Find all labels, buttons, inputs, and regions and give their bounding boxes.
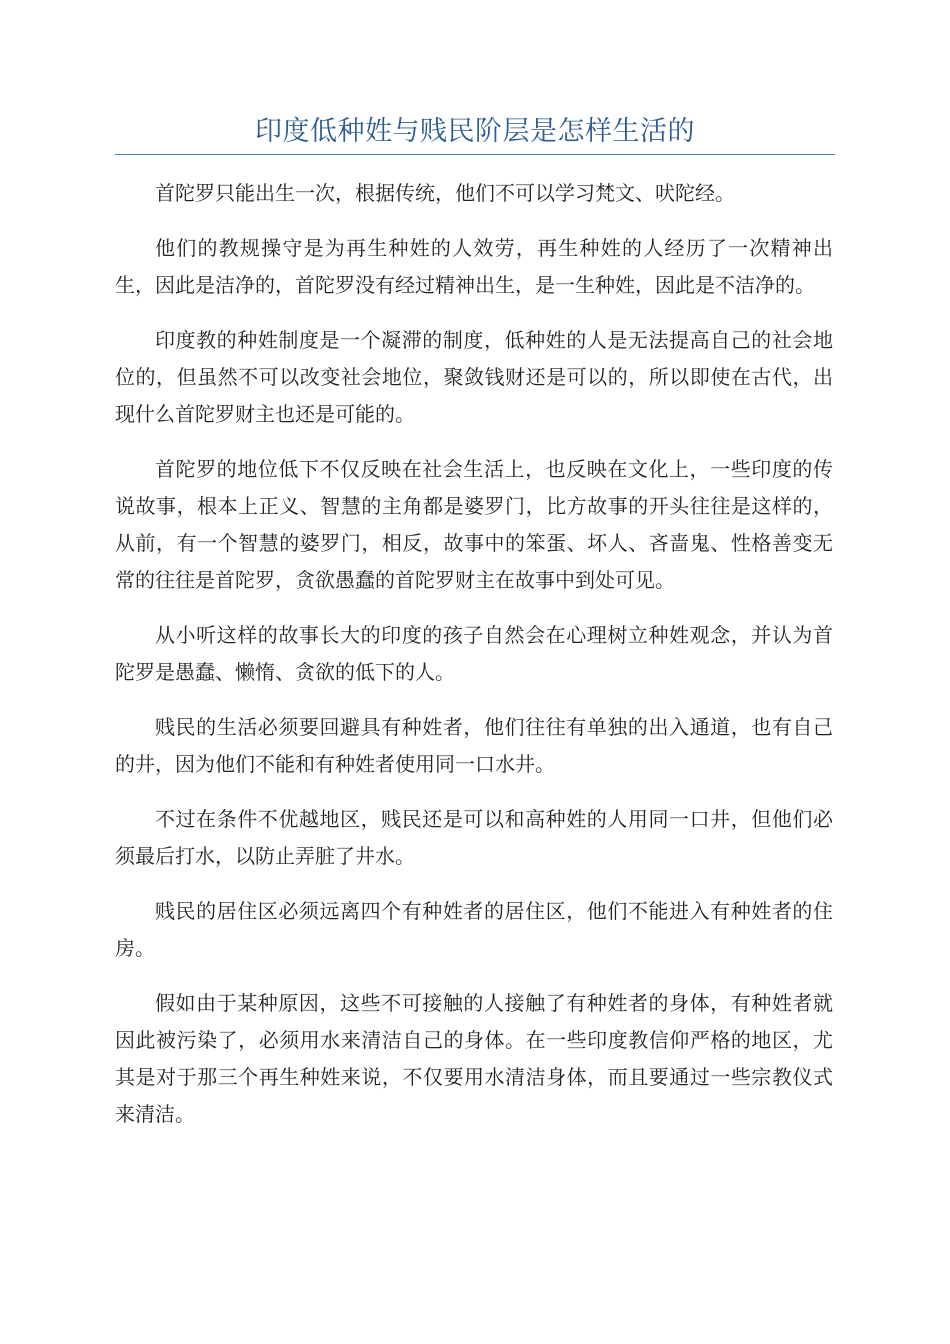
title-underline xyxy=(115,154,835,155)
paragraph-8: 贱民的居住区必须远离四个有种姓者的居住区，他们不能进入有种姓者的住房。 xyxy=(115,899,833,960)
paragraph-2: 他们的教规操守是为再生种姓的人效劳，再生种姓的人经历了一次精神出生，因此是洁净的，首陀罗没有经过精神出生，是一生种姓，因此是不洁净的。 xyxy=(115,236,833,297)
paragraph-1: 首陀罗只能出生一次，根据传统，他们不可以学习梵文、吠陀经。 xyxy=(155,181,735,205)
paragraph-9: 假如由于某种原因，这些不可接触的人接触了有种姓者的身体，有种姓者就因此被污染了，必须用水来清洁自己的身体。在一些印度教信仰严格的地区，尤其是对于那三个再生种姓来说，不仅要用水清洁身体，而且要通过一些宗教仪式来清洁。 xyxy=(115,991,833,1126)
paragraph-3: 印度教的种姓制度是一个凝滞的制度，低种姓的人是无法提高自己的社会地位的，但虽然不可以改变社会地位，聚敛钱财还是可以的，所以即使在古代，出现什么首陀罗财主也还是可能的。 xyxy=(115,328,833,426)
document-body xyxy=(115,175,833,1151)
paragraph-5: 从小听这样的故事长大的印度的孩子自然会在心理树立种姓观念，并认为首陀罗是愚蠢、懒惰、贪欲的低下的人。 xyxy=(115,623,833,684)
document-title: 印度低种姓与贱民阶层是怎样生活的 xyxy=(255,116,695,147)
paragraph-6: 贱民的生活必须要回避具有种姓者，他们往往有单独的出入通道，也有自己的井，因为他们不能和有种姓者使用同一口水井。 xyxy=(115,715,833,776)
paragraph-7: 不过在条件不优越地区，贱民还是可以和高种姓的人用同一口井，但他们必须最后打水，以防止弄脏了井水。 xyxy=(115,807,833,868)
paragraph-4: 首陀罗的地位低下不仅反映在社会生活上，也反映在文化上，一些印度的传说故事，根本上正义、智慧的主角都是婆罗门，比方故事的开头往往是这样的，从前，有一个智慧的婆罗门，相反，故事中的笨蛋、坏人、吝啬鬼、性格善变无常的往往是首陀罗，贪欲愚蠢的首陀罗财主在故事中到处可见。 xyxy=(115,457,833,592)
